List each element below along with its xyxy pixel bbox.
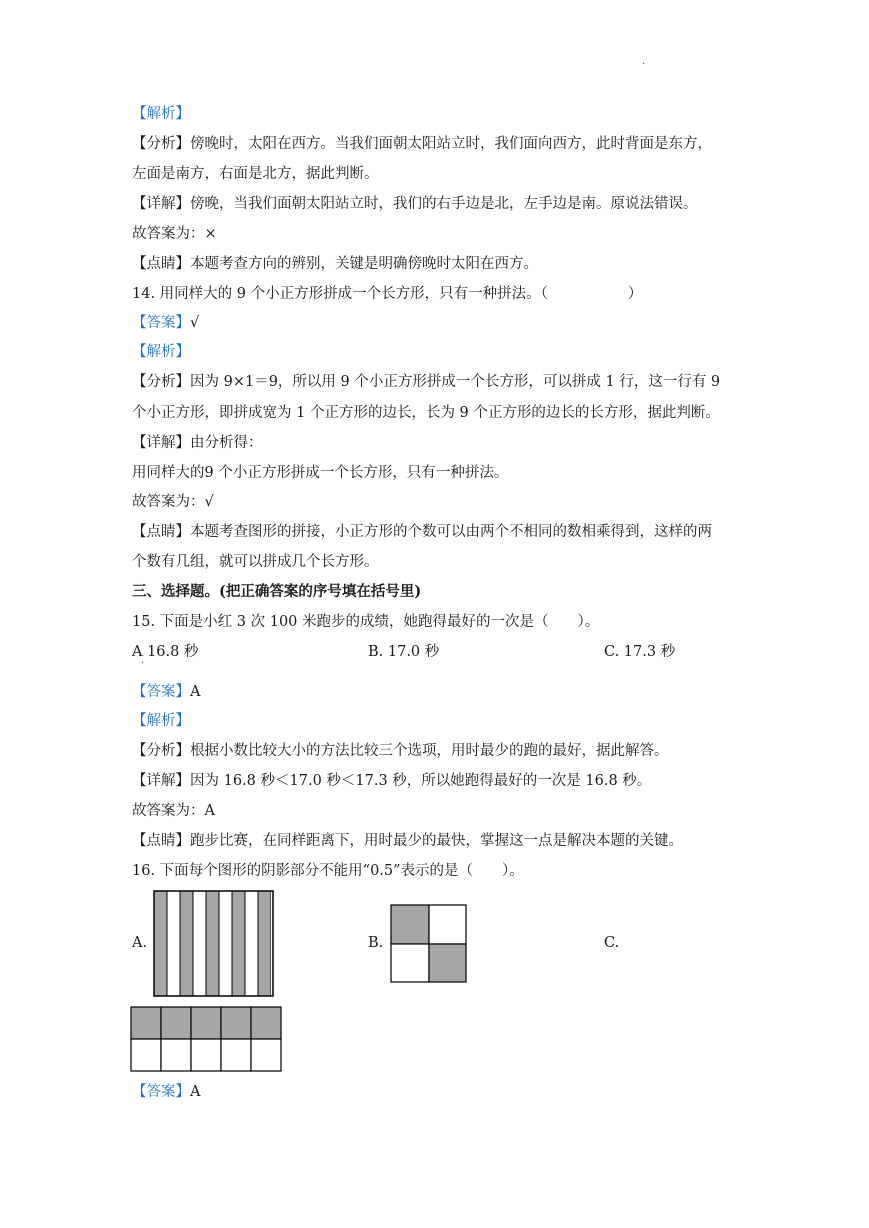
stripe-blank	[219, 891, 232, 996]
page-mark: .	[642, 56, 646, 67]
q13-jiexi	[132, 104, 190, 124]
fenxi-tag: 【分析】	[132, 374, 190, 390]
q15-fenxi-text: 根据小数比较大小的方法比较三个选项，用时最少的跑的最好，据此解答。	[190, 743, 669, 759]
q14-fenxi	[132, 372, 720, 392]
q14-final-answer: √	[204, 494, 214, 510]
q16-answer	[132, 1082, 200, 1102]
xiangjie-tag: 【详解】	[132, 435, 190, 451]
cell-top-right	[429, 905, 466, 944]
q14-dianjing-cont: 个数有几组，就可以拼成几个长方形。	[132, 554, 379, 570]
q13-fenxi-cont: 左面是南方，右面是北方，据此判断。	[132, 166, 379, 182]
stripe-shaded	[206, 891, 219, 996]
q15-jiexi	[132, 711, 190, 731]
q13-fenxi-text-1: 傍晚时，太阳在西方。当我们面朝太阳站立时，我们面向西方，此时背面是东方，	[190, 136, 712, 152]
q15-fenxi	[132, 741, 669, 761]
top-row-cell-shaded	[191, 1007, 221, 1039]
xiangjie-tag: 【详解】	[132, 196, 190, 212]
q15-stem: 15. 下面是小红 3 次 100 米跑步的成绩，她跑得最好的一次是（ ）。	[132, 614, 600, 630]
dianjing-tag: 【点睛】	[132, 256, 190, 272]
q15-xiangjie	[132, 771, 651, 791]
q13-dianjing-text: 本题考查方向的辨别，关键是明确傍晚时太阳在西方。	[190, 256, 538, 272]
q14-stem	[132, 284, 642, 304]
figure-b-2x2-grid	[390, 904, 468, 984]
q14-stem-close: ）	[627, 286, 643, 302]
bottom-row-cell	[221, 1039, 251, 1071]
q15-xiangjie-text: 因为 16.8 秒＜17.0 秒＜17.3 秒，所以她跑得最好的一次是 16.8 秒。	[190, 773, 652, 789]
q14-dianjing-text-1: 本题考查图形的拼接，小正方形的个数可以由两个不相同的数相乘得到，这样的两	[190, 524, 712, 540]
q13-xiangjie	[132, 194, 698, 214]
q14-dianjing	[132, 522, 712, 542]
q15-dianjing-text: 跑步比赛，在同样距离下，用时最少的最快，掌握这一点是解决本题的关键。	[190, 833, 683, 849]
stripe-shaded	[232, 891, 245, 996]
cell-top-left-shaded	[391, 905, 429, 944]
option-a-dot: ·	[141, 658, 145, 669]
stripe-blank	[245, 891, 258, 996]
stripe-blank	[193, 891, 206, 996]
q13-dianjing	[132, 254, 538, 274]
q14-answer	[132, 313, 199, 333]
gudaan-label: 故答案为：	[132, 494, 205, 510]
q15-option-a: A 16.8 秒	[132, 644, 199, 660]
q14-fenxi-cont: 个小正方形，即拼成宽为 1 个正方形的边长，长为 9 个正方形的边长的长方形，据此判断。	[132, 405, 720, 421]
bottom-row-cell	[251, 1039, 281, 1071]
q14-xiangjie	[132, 433, 263, 453]
jiexi-tag: 【解析】	[132, 713, 190, 729]
q16-stem: 16. 下面每个图形的阴影部分不能用“0.5”表示的是（ ）。	[132, 863, 524, 879]
cell-bottom-left	[391, 944, 429, 982]
figure-a-striped-rectangle	[153, 890, 275, 998]
top-row-cell-shaded	[161, 1007, 191, 1039]
q14-fenxi-text-1: 因为 9×1＝9，所以用 9 个小正方形拼成一个长方形，可以拼成 1 行，这一行有 9	[190, 374, 721, 390]
q13-final-answer: ×	[204, 226, 217, 242]
dianjing-tag: 【点睛】	[132, 524, 190, 540]
q14-answer-value: √	[190, 315, 200, 331]
fenxi-tag: 【分析】	[132, 743, 190, 759]
q14-jiexi	[132, 342, 190, 362]
daan-tag: 【答案】	[132, 315, 190, 331]
daan-tag: 【答案】	[132, 1084, 190, 1100]
gudaan-label: 故答案为：	[132, 803, 205, 819]
q14-xiangjie-text-1: 由分析得：	[190, 435, 263, 451]
q15-final	[132, 801, 215, 821]
stripe-shaded	[180, 891, 193, 996]
gudaan-label: 故答案为：	[132, 226, 205, 242]
stripe-blank	[167, 891, 180, 996]
top-row-cell-shaded	[221, 1007, 251, 1039]
q15-option-c: C. 17.3 秒	[604, 644, 676, 660]
q16-option-b-label: B.	[368, 935, 384, 951]
top-row-cell-shaded	[131, 1007, 161, 1039]
jiexi-tag: 【解析】	[132, 344, 190, 360]
cell-bottom-right-shaded	[429, 944, 466, 982]
q16-answer-value: A	[190, 1084, 201, 1100]
q14-xiangjie-cont: 用同样大的9 个小正方形拼成一个长方形，只有一种拼法。	[132, 465, 509, 481]
daan-tag: 【答案】	[132, 684, 190, 700]
xiangjie-tag: 【详解】	[132, 773, 190, 789]
q15-answer-value: A	[190, 684, 201, 700]
q13-fenxi	[132, 134, 712, 154]
figure-c-2x5-grid	[130, 1006, 283, 1072]
q13-final	[132, 224, 217, 244]
section-title: 三、选择题。(把正确答案的序号填在括号里)	[132, 583, 422, 600]
q14-stem-text: 14. 用同样大的 9 个小正方形拼成一个长方形，只有一种拼法。（	[132, 286, 548, 302]
bottom-row-cell	[191, 1039, 221, 1071]
figure-a-stripes	[154, 891, 273, 996]
q16-option-c-label: C.	[604, 935, 620, 951]
q14-final	[132, 492, 214, 512]
top-row-cell-shaded	[251, 1007, 281, 1039]
fenxi-tag: 【分析】	[132, 136, 190, 152]
q16-option-a-label: A.	[132, 935, 148, 951]
bottom-row-cell	[131, 1039, 161, 1071]
q15-option-b: B. 17.0 秒	[368, 644, 440, 660]
stripe-shaded	[154, 891, 167, 996]
q15-answer	[132, 682, 200, 702]
jiexi-tag: 【解析】	[132, 106, 190, 122]
q15-dianjing	[132, 831, 683, 851]
bottom-row-cell	[161, 1039, 191, 1071]
stripe-shaded	[258, 891, 271, 996]
dianjing-tag: 【点睛】	[132, 833, 190, 849]
q13-xiangjie-text: 傍晚，当我们面朝太阳站立时，我们的右手边是北，左手边是南。原说法错误。	[190, 196, 698, 212]
q15-final-answer: A	[204, 803, 215, 819]
